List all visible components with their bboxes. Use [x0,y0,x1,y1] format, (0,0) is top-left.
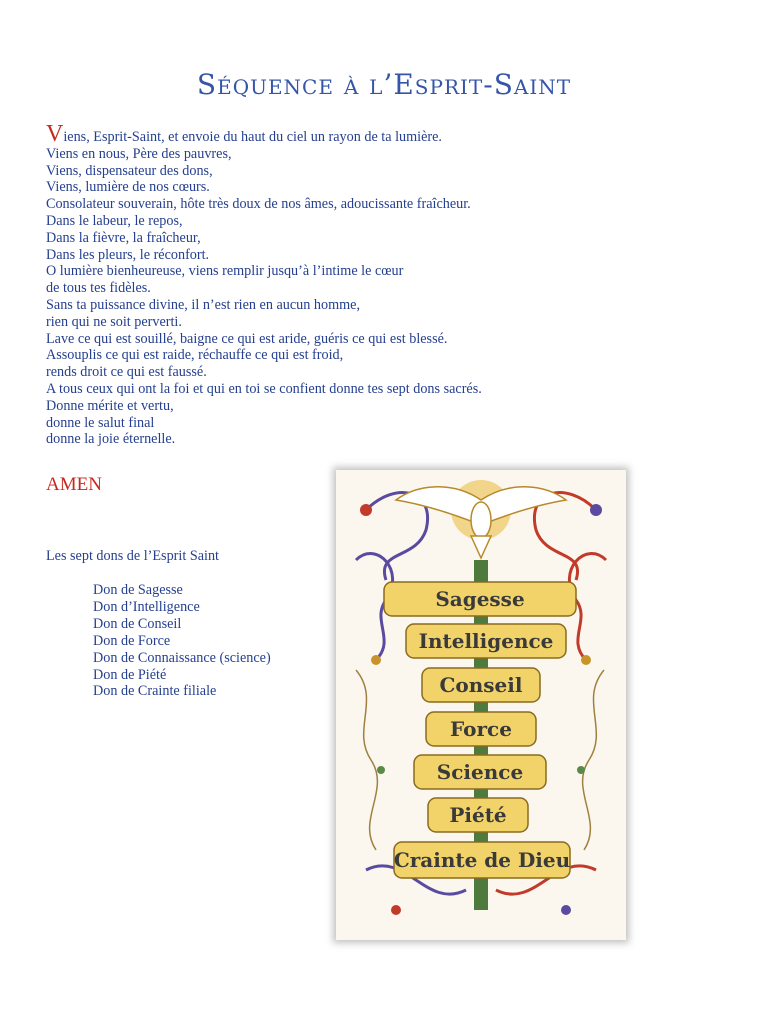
illumination-art [336,470,626,940]
prayer-line: Consolateur souverain, hôte très doux de nos âmes, adoucissante fraîcheur. [46,196,471,213]
prayer-line: O lumière bienheureuse, viens remplir jusqu’à l’intime le cœur [46,263,404,280]
gift-item: Don de Piété [93,666,167,683]
prayer-line: Lave ce qui est souillé, baigne ce qui est aride, guéris ce qui est blessé. [46,330,448,347]
prayer-text [46,121,606,448]
banner-label: Crainte de Dieu [393,848,571,872]
gifts-list [93,582,271,700]
prayer-first-line-text: iens, Esprit-Saint, et envoie du haut du ciel un rayon de ta lumière. [63,129,442,145]
prayer-line: Dans le labeur, le repos, [46,212,183,229]
gift-item: Don de Sagesse [93,582,183,598]
banner-label: Science [436,760,524,784]
prayer-line: Sans ta puissance divine, il n’est rien en aucun homme, [46,296,361,313]
gift-item: Don de Force [93,632,171,649]
prayer-line: Viens en nous, Père des pauvres, [46,145,232,162]
banner-label: Force [450,717,512,741]
prayer-line: donne le salut final [46,414,155,431]
prayer-line: A tous ceux qui ont la foi et qui en toi se confient donne tes sept dons sacrés. [46,380,482,397]
prayer-line: rien qui ne soit perverti. [46,313,182,330]
prayer-first-line [46,121,606,147]
gift-item: Don de Connaissance (science) [93,649,271,666]
gifts-title: Les sept dons de l’Esprit Saint [46,548,219,564]
amen-heading: AMEN [46,474,102,495]
prayer-line: Viens, lumière de nos cœurs. [46,179,210,196]
gift-item: Don de Crainte filiale [93,683,217,700]
banner-label: Intelligence [418,629,554,653]
drop-cap: V [46,121,64,147]
page-title: Séquence à l’Esprit-Saint [196,68,572,101]
banner-label: Piété [449,803,507,827]
prayer-line: rends droit ce qui est faussé. [46,364,207,381]
dove-icon [396,480,566,558]
banner-label: Conseil [439,673,523,697]
prayer-line: donne la joie éternelle. [46,431,176,448]
gift-item: Don d’Intelligence [93,598,200,615]
gift-item: Don de Conseil [93,615,182,632]
prayer-line: Donne mérite et vertu, [46,397,174,414]
prayer-line: de tous tes fidèles. [46,280,151,297]
prayer-line: Dans les pleurs, le réconfort. [46,246,210,263]
prayer-line: Viens, dispensateur des dons, [46,162,213,179]
prayer-line: Assouplis ce qui est raide, réchauffe ce qui est froid, [46,347,344,364]
prayer-line: Dans la fièvre, la fraîcheur, [46,229,201,246]
banner-label: Sagesse [435,587,525,611]
illumination-image [336,470,626,940]
